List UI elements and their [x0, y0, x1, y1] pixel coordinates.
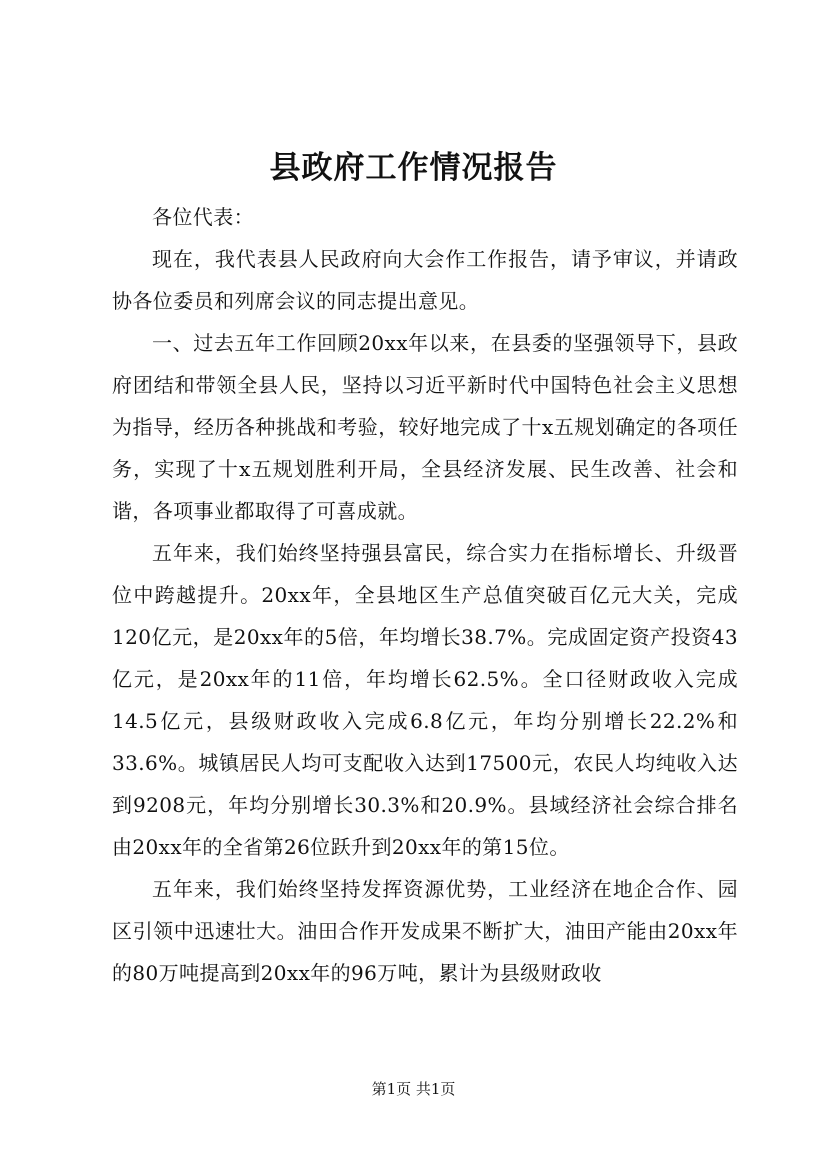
salutation-paragraph: 各位代表： — [152, 205, 254, 229]
industry-paragraph: 五年来，我们始终坚持发挥资源优势，工业经济在地企合作、园区引领中迅速壮大。油田合作开发成果不断扩大，油田产能由20xx年的80万吨提高到20xx年的96万吨，累计为县级财政收 — [112, 877, 738, 985]
page-number-footer: 第1页 共1页 — [371, 1080, 456, 1098]
economy-paragraph: 五年来，我们始终坚持强县富民，综合实力在指标增长、升级晋位中跨越提升。20xx年，全县地区生产总值突破百亿元大关，完成120亿元，是20xx年的5倍，年均增长38.7%。完成固定资产投资43亿元，是20xx年的11倍，年均增长62.5%。全口径财政收入完成14.5亿元，县级财政收入完成6.8亿元，年均分别增长22.2%和33.6%。城镇居民人均可支配收入达到17500元，农民人均纯收入达到9208元，年均分别增长30.3%和20.9%。县域经济社会综合排名由20xx年的全省第26位跃升到20xx年的第15位。 — [112, 541, 738, 859]
document-body — [112, 196, 738, 994]
review-paragraph: 一、过去五年工作回顾20xx年以来，在县委的坚强领导下，县政府团结和带领全县人民，坚持以习近平新时代中国特色社会主义思想为指导，经历各种挑战和考验，较好地完成了十x五规划确定的各项任务，实现了十x五规划胜利开局，全县经济发展、民生改善、社会和谐，各项事业都取得了可喜成就。 — [112, 331, 738, 523]
intro-paragraph: 现在，我代表县人民政府向大会作工作报告，请予审议，并请政协各位委员和列席会议的同志提出意见。 — [112, 247, 738, 313]
document-title: 县政府工作情况报告 — [269, 150, 558, 186]
